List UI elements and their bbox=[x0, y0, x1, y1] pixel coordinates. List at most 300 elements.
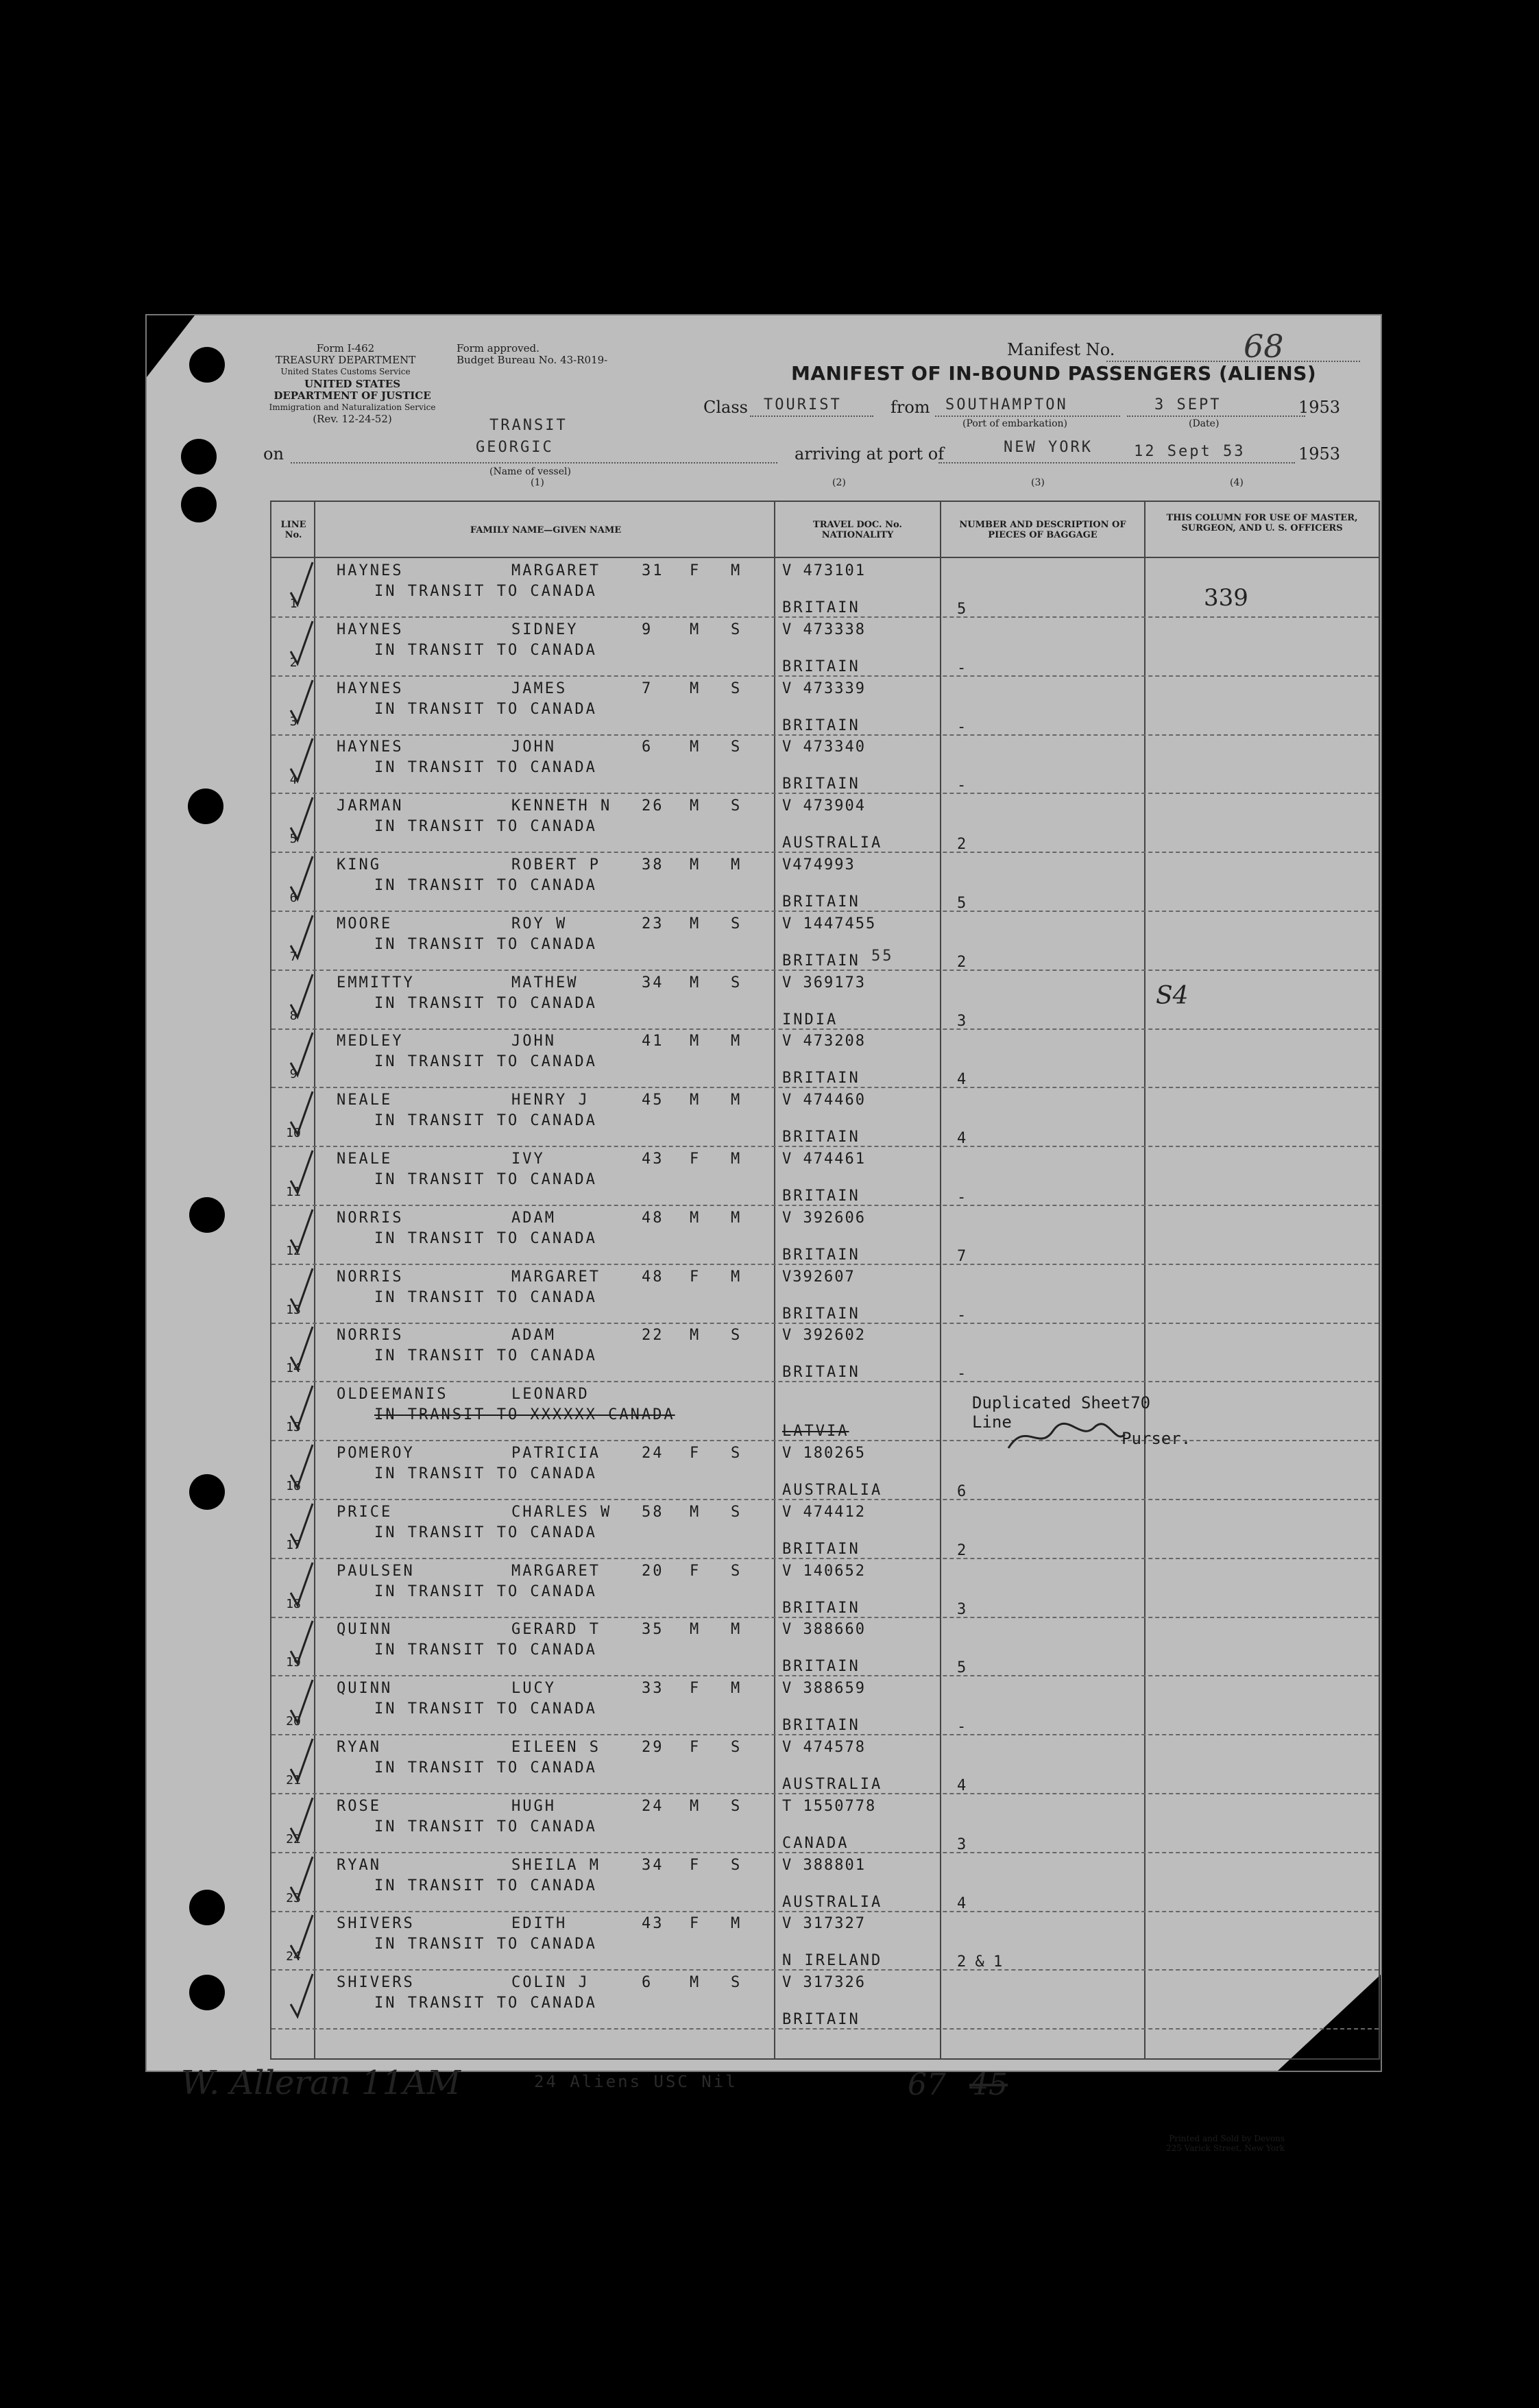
vessel-value: GEORGIC bbox=[476, 439, 554, 456]
passenger-age: 7 bbox=[642, 679, 653, 697]
check-mark-icon bbox=[285, 1911, 318, 1966]
line-number: 18 bbox=[286, 1596, 301, 1611]
passenger-age: 34 bbox=[642, 974, 664, 991]
check-mark-icon bbox=[285, 1323, 318, 1377]
arrive-line bbox=[938, 462, 1295, 463]
travel-doc-number: V 474461 bbox=[782, 1151, 866, 1168]
class-line bbox=[750, 416, 873, 417]
passenger-given: GERARD T bbox=[511, 1621, 601, 1639]
travel-doc-number: T 1550778 bbox=[782, 1797, 877, 1815]
justice-block: UNITED STATES DEPARTMENT OF JUSTICE Immigration and Naturalization Service (Rev. 12-24-52) bbox=[269, 378, 436, 425]
page-title: MANIFEST OF IN-BOUND PASSENGERS (ALIENS) bbox=[791, 362, 1317, 385]
table-row bbox=[271, 617, 1379, 677]
baggage-count: 2 bbox=[957, 953, 967, 971]
transit-note: IN TRANSIT TO CANADA bbox=[374, 1759, 597, 1777]
nationality: BRITAIN bbox=[782, 952, 860, 970]
passenger-ms: S bbox=[731, 1503, 742, 1521]
passenger-family: SHIVERS bbox=[337, 1915, 415, 1933]
line-number: 21 bbox=[286, 1773, 301, 1787]
nationality: BRITAIN bbox=[782, 775, 860, 793]
travel-doc-number: V 473338 bbox=[782, 621, 866, 638]
baggage-count: - bbox=[957, 1306, 967, 1324]
transit-note: IN TRANSIT TO CANADA bbox=[374, 1936, 597, 1953]
passenger-sex: F bbox=[690, 1445, 701, 1462]
table-row bbox=[271, 1028, 1379, 1088]
table-row bbox=[271, 1794, 1379, 1853]
passenger-ms: S bbox=[731, 974, 742, 991]
table-row bbox=[271, 1500, 1379, 1559]
passenger-given: ROY W bbox=[511, 915, 568, 932]
transit-note: IN TRANSIT TO CANADA bbox=[374, 1112, 597, 1130]
footer-signature: W. Alleran 11AM bbox=[181, 2064, 461, 2102]
passenger-ms: S bbox=[731, 915, 742, 932]
line-number: 8 bbox=[289, 1008, 298, 1023]
passenger-family: JARMAN bbox=[337, 797, 404, 815]
passenger-sex: M bbox=[690, 738, 701, 756]
passenger-ms: M bbox=[731, 1268, 742, 1286]
table-row bbox=[271, 1970, 1379, 2030]
travel-doc-number: V 392606 bbox=[782, 1209, 866, 1227]
col-line-no: LINE No. bbox=[280, 520, 306, 540]
form-approved-block: Form approved. Budget Bureau No. 43-R019- bbox=[457, 342, 608, 366]
transit-note: IN TRANSIT TO CANADA bbox=[374, 641, 597, 659]
passenger-given: SIDNEY bbox=[511, 621, 579, 638]
passenger-sex: M bbox=[690, 1974, 701, 1992]
check-mark-icon bbox=[285, 1441, 318, 1495]
arrive-date: 12 Sept 53 bbox=[1134, 443, 1246, 460]
baggage-count: 5 bbox=[957, 601, 967, 618]
line-number: 12 bbox=[286, 1243, 301, 1258]
col-4-number: (4) bbox=[1230, 477, 1244, 488]
passenger-family: MOORE bbox=[337, 915, 393, 932]
check-mark-icon bbox=[285, 1264, 318, 1319]
from-label: from bbox=[890, 398, 930, 417]
baggage-count: 4 bbox=[957, 1071, 967, 1089]
s4-mark: S4 bbox=[1156, 982, 1189, 1010]
baggage-count: - bbox=[957, 718, 967, 736]
passenger-age: 33 bbox=[642, 1680, 664, 1698]
line-number: 6 bbox=[289, 891, 298, 905]
line-number: 17 bbox=[286, 1537, 301, 1552]
transit-note: IN TRANSIT TO CANADA bbox=[374, 1171, 597, 1188]
printer-imprint: Printed and Sold by Devons 225 Varick Street, New York bbox=[1165, 2134, 1285, 2153]
table-row bbox=[271, 676, 1379, 736]
passenger-family: HAYNES bbox=[337, 621, 404, 638]
transit-note: IN TRANSIT TO CANADA bbox=[374, 759, 597, 777]
nationality: BRITAIN bbox=[782, 1129, 860, 1146]
punch-hole bbox=[188, 788, 223, 824]
passenger-family: SHIVERS bbox=[337, 1974, 415, 1992]
passenger-family: NEALE bbox=[337, 1151, 393, 1168]
passenger-sex: M bbox=[690, 679, 701, 697]
passenger-age: 31 bbox=[642, 562, 664, 579]
table-row bbox=[271, 1323, 1379, 1382]
passenger-age: 23 bbox=[642, 915, 664, 932]
line-number: 11 bbox=[286, 1185, 301, 1199]
table-row bbox=[271, 1911, 1379, 1971]
passenger-given: MARGARET bbox=[511, 562, 601, 579]
check-mark-icon bbox=[285, 1617, 318, 1672]
nationality: AUSTRALIA bbox=[782, 1776, 883, 1793]
purser-label: Purser. bbox=[1122, 1429, 1191, 1448]
passenger-given: HENRY J bbox=[511, 1092, 590, 1109]
transit-note: IN TRANSIT TO CANADA bbox=[374, 935, 597, 953]
baggage-count: 4 bbox=[957, 1777, 967, 1794]
table-row bbox=[271, 1441, 1379, 1500]
passenger-family: MEDLEY bbox=[337, 1033, 404, 1050]
baggage-count: - bbox=[957, 1189, 967, 1206]
table-row bbox=[271, 1617, 1379, 1676]
passenger-age: 38 bbox=[642, 856, 664, 874]
travel-doc-number: V 317326 bbox=[782, 1974, 866, 1992]
passenger-sex: M bbox=[690, 1327, 701, 1345]
table-row bbox=[271, 1676, 1379, 1735]
passenger-given: KENNETH N bbox=[511, 797, 612, 815]
table-row bbox=[271, 734, 1379, 794]
travel-doc-number: V 473904 bbox=[782, 797, 866, 815]
nationality: BRITAIN bbox=[782, 893, 860, 911]
passenger-sex: F bbox=[690, 1562, 701, 1580]
footer-count: 67 bbox=[908, 2067, 946, 2102]
table-row bbox=[271, 1558, 1379, 1618]
vessel-line bbox=[291, 462, 777, 463]
vessel-caption: (Name of vessel) bbox=[489, 466, 571, 477]
passenger-sex: M bbox=[690, 915, 701, 932]
manifest-sheet bbox=[145, 314, 1382, 2153]
manifest-table bbox=[270, 501, 1380, 2060]
punch-hole bbox=[189, 1890, 225, 1925]
passenger-given: PATRICIA bbox=[511, 1445, 601, 1462]
transit-note: IN TRANSIT TO CANADA bbox=[374, 583, 597, 600]
baggage-count: 6 bbox=[957, 1483, 967, 1500]
passenger-family: NORRIS bbox=[337, 1268, 404, 1286]
nationality: BRITAIN bbox=[782, 1540, 860, 1558]
passenger-ms: S bbox=[731, 1797, 742, 1815]
from-value: SOUTHAMPTON bbox=[945, 396, 1068, 413]
table-row bbox=[271, 1853, 1379, 1912]
line-number: 4 bbox=[289, 773, 298, 788]
transit-note: IN TRANSIT TO CANADA bbox=[374, 1347, 597, 1365]
passenger-sex: M bbox=[690, 1092, 701, 1109]
passenger-age: 35 bbox=[642, 1621, 664, 1639]
transit-note: IN TRANSIT TO XXXXXX CANADA bbox=[374, 1406, 675, 1424]
col-name: FAMILY NAME—GIVEN NAME bbox=[470, 525, 622, 535]
line-number: 2 bbox=[289, 655, 298, 670]
line-number: 9 bbox=[289, 1067, 298, 1082]
passenger-given: HUGH bbox=[511, 1797, 556, 1815]
table-row bbox=[271, 911, 1379, 971]
line-number: 3 bbox=[289, 714, 298, 729]
table-row bbox=[271, 1087, 1379, 1147]
baggage-count: 5 bbox=[957, 1659, 967, 1677]
passenger-given: JAMES bbox=[511, 679, 568, 697]
passenger-family: RYAN bbox=[337, 1739, 381, 1756]
baggage-count: - bbox=[957, 1365, 967, 1383]
transit-note: IN TRANSIT TO CANADA bbox=[374, 1524, 597, 1541]
passenger-age: 58 bbox=[642, 1503, 664, 1521]
passenger-family: KING bbox=[337, 856, 381, 874]
travel-doc-number: V 473340 bbox=[782, 738, 866, 756]
passenger-age: 43 bbox=[642, 1915, 664, 1933]
line-number: 7 bbox=[289, 949, 298, 964]
transit-note: IN TRANSIT TO CANADA bbox=[374, 1053, 597, 1071]
line-number: 16 bbox=[286, 1479, 301, 1493]
passenger-age: 26 bbox=[642, 797, 664, 815]
passenger-ms: M bbox=[731, 1915, 742, 1933]
passenger-family: PAULSEN bbox=[337, 1562, 415, 1580]
passenger-family: NEALE bbox=[337, 1092, 393, 1109]
nationality: CANADA bbox=[782, 1834, 849, 1852]
date-value: 3 SEPT bbox=[1154, 396, 1222, 413]
punch-hole bbox=[181, 487, 217, 522]
check-mark-icon bbox=[285, 1735, 318, 1790]
passenger-sex: M bbox=[690, 856, 701, 874]
passenger-given: EDITH bbox=[511, 1915, 568, 1933]
passenger-ms: S bbox=[731, 621, 742, 638]
check-mark-icon bbox=[285, 1087, 318, 1142]
transit-note: IN TRANSIT TO CANADA bbox=[374, 1229, 597, 1247]
passenger-family: PRICE bbox=[337, 1503, 393, 1521]
baggage-count: 2 bbox=[957, 1541, 967, 1559]
nationality: BRITAIN bbox=[782, 658, 860, 675]
passenger-family: QUINN bbox=[337, 1680, 393, 1698]
passenger-ms: M bbox=[731, 1621, 742, 1639]
table-row bbox=[271, 970, 1379, 1030]
passenger-age: 41 bbox=[642, 1033, 664, 1050]
line-number: 10 bbox=[286, 1126, 301, 1141]
nationality: BRITAIN bbox=[782, 1717, 860, 1735]
punch-hole bbox=[189, 1197, 225, 1233]
treasury-block: Form I-462 TREASURY DEPARTMENT United States Customs Service bbox=[275, 342, 416, 376]
nationality: AUSTRALIA bbox=[782, 1482, 883, 1499]
passenger-sex: F bbox=[690, 1856, 701, 1874]
check-mark-icon bbox=[285, 911, 318, 966]
passenger-family: QUINN bbox=[337, 1621, 393, 1639]
passenger-age: 29 bbox=[642, 1739, 664, 1756]
check-mark-icon bbox=[285, 1382, 318, 1436]
transit-note: IN TRANSIT TO CANADA bbox=[374, 1700, 597, 1718]
on-label: on bbox=[263, 444, 284, 463]
passenger-ms: S bbox=[731, 1327, 742, 1345]
class-value: TOURIST bbox=[764, 396, 842, 413]
check-mark-icon bbox=[285, 617, 318, 672]
officer-mark-339: 339 bbox=[1204, 584, 1248, 612]
check-mark-icon bbox=[285, 1853, 318, 1907]
nationality: INDIA bbox=[782, 1011, 838, 1028]
passenger-sex: M bbox=[690, 1503, 701, 1521]
check-mark-icon bbox=[285, 970, 318, 1025]
baggage-count: - bbox=[957, 1718, 967, 1736]
transit-note: IN TRANSIT TO CANADA bbox=[374, 700, 597, 718]
line-label: Line bbox=[972, 1412, 1012, 1432]
doc-extra-digits: 55 bbox=[871, 948, 894, 965]
torn-corner bbox=[147, 315, 195, 377]
passenger-given: MARGARET bbox=[511, 1562, 601, 1580]
col-baggage: NUMBER AND DESCRIPTION OF PIECES OF BAGGAGE bbox=[959, 520, 1126, 540]
passenger-ms: S bbox=[731, 1856, 742, 1874]
baggage-count: - bbox=[957, 659, 967, 677]
nationality: BRITAIN bbox=[782, 1364, 860, 1382]
passenger-family: NORRIS bbox=[337, 1327, 404, 1345]
transit-note: IN TRANSIT TO CANADA bbox=[374, 1877, 597, 1894]
transit-note: IN TRANSIT TO CANADA bbox=[374, 1995, 597, 2012]
passenger-given: CHARLES W bbox=[511, 1503, 612, 1521]
line-number: 22 bbox=[286, 1831, 301, 1846]
check-mark-icon bbox=[285, 1028, 318, 1083]
col-3-number: (3) bbox=[1031, 477, 1045, 488]
baggage-count: 3 bbox=[957, 1012, 967, 1030]
check-mark-icon bbox=[285, 676, 318, 731]
date-caption: (Date) bbox=[1189, 418, 1220, 429]
col-officers: THIS COLUMN FOR USE OF MASTER, SURGEON, AND U. S. OFFICERS bbox=[1166, 513, 1358, 533]
passenger-ms: M bbox=[731, 856, 742, 874]
travel-doc-number: V 140652 bbox=[782, 1562, 866, 1580]
check-mark-icon bbox=[285, 852, 318, 907]
check-mark-icon bbox=[285, 793, 318, 848]
passenger-family: OLDEEMANIS bbox=[337, 1386, 448, 1404]
check-mark-icon bbox=[285, 1500, 318, 1554]
purser-signature bbox=[1005, 1414, 1128, 1455]
arrive-port: NEW YORK bbox=[1004, 439, 1093, 456]
nationality: N IRELAND bbox=[782, 1952, 883, 1970]
col-travel-doc: TRAVEL DOC. No. NATIONALITY bbox=[813, 520, 902, 540]
passenger-age: 48 bbox=[642, 1209, 664, 1227]
line-number: 14 bbox=[286, 1361, 301, 1376]
passenger-age: 9 bbox=[642, 621, 653, 638]
passenger-ms: M bbox=[731, 1680, 742, 1698]
nationality: BRITAIN bbox=[782, 1246, 860, 1264]
travel-doc-number: V 473208 bbox=[782, 1033, 866, 1050]
year-value: 1953 bbox=[1298, 398, 1341, 417]
passenger-family: EMMITTY bbox=[337, 974, 415, 991]
travel-doc-number: V 180265 bbox=[782, 1445, 866, 1462]
nationality: BRITAIN bbox=[782, 1658, 860, 1676]
passenger-ms: S bbox=[731, 797, 742, 815]
baggage-count: 7 bbox=[957, 1247, 967, 1265]
transit-note: IN TRANSIT TO CANADA bbox=[374, 818, 597, 836]
nationality: AUSTRALIA bbox=[782, 834, 883, 852]
line-number: 24 bbox=[286, 1949, 301, 1964]
passenger-age: 34 bbox=[642, 1856, 664, 1874]
passenger-sex: F bbox=[690, 1268, 701, 1286]
passenger-sex: M bbox=[690, 1797, 701, 1815]
vessel-col-number: (1) bbox=[531, 477, 544, 488]
passenger-family: ROSE bbox=[337, 1797, 381, 1815]
passenger-given: ADAM bbox=[511, 1327, 556, 1345]
passenger-ms: S bbox=[731, 1562, 742, 1580]
table-row bbox=[271, 1146, 1379, 1206]
check-mark-icon bbox=[285, 1676, 318, 1731]
line-number: 1 bbox=[289, 597, 298, 611]
check-mark-icon bbox=[285, 1205, 318, 1260]
table-row bbox=[271, 1264, 1379, 1324]
check-mark-icon bbox=[285, 1146, 318, 1201]
footer-aliens: 24 Aliens USC Nil bbox=[534, 2072, 738, 2091]
passenger-ms: S bbox=[731, 1974, 742, 1992]
travel-doc-number: V 369173 bbox=[782, 974, 866, 991]
baggage-count: 4 bbox=[957, 1894, 967, 1912]
nationality: AUSTRALIA bbox=[782, 1893, 883, 1911]
travel-doc-number: V 1447455 bbox=[782, 915, 877, 932]
transit-note: IN TRANSIT TO CANADA bbox=[374, 1818, 597, 1835]
baggage-count: 2 & 1 bbox=[957, 1953, 1003, 1971]
passenger-given: IVY bbox=[511, 1151, 545, 1168]
passenger-ms: M bbox=[731, 562, 742, 579]
baggage-count: 5 bbox=[957, 895, 967, 912]
duplicated-note: Duplicated Sheet70 bbox=[972, 1393, 1151, 1412]
transit-note: IN TRANSIT TO CANADA bbox=[374, 1641, 597, 1659]
passenger-given: EILEEN S bbox=[511, 1739, 601, 1756]
passenger-sex: F bbox=[690, 1151, 701, 1168]
passenger-sex: F bbox=[690, 1915, 701, 1933]
line-number: 19 bbox=[286, 1655, 301, 1670]
baggage-count: 4 bbox=[957, 1130, 967, 1148]
passenger-sex: M bbox=[690, 1033, 701, 1050]
passenger-given: ROBERT P bbox=[511, 856, 601, 874]
nationality: BRITAIN bbox=[782, 1305, 860, 1323]
line-number: 20 bbox=[286, 1714, 301, 1729]
baggage-count: 3 bbox=[957, 1600, 967, 1618]
passenger-given: JOHN bbox=[511, 1033, 556, 1050]
passenger-sex: M bbox=[690, 1621, 701, 1639]
passenger-age: 43 bbox=[642, 1151, 664, 1168]
passenger-given: MATHEW bbox=[511, 974, 579, 991]
passenger-sex: F bbox=[690, 562, 701, 579]
footer-count-struck: 45 bbox=[969, 2067, 1008, 2102]
passenger-sex: M bbox=[690, 797, 701, 815]
passenger-ms: S bbox=[731, 1739, 742, 1756]
passenger-ms: S bbox=[731, 1445, 742, 1462]
passenger-age: 20 bbox=[642, 1562, 664, 1580]
nationality: LATVIA bbox=[782, 1423, 849, 1441]
passenger-age: 6 bbox=[642, 738, 653, 756]
transit-note: IN TRANSIT TO CANADA bbox=[374, 1582, 597, 1600]
passenger-given: COLIN J bbox=[511, 1974, 590, 1992]
travel-doc-number: V 474460 bbox=[782, 1092, 866, 1109]
transit-note: IN TRANSIT TO CANADA bbox=[374, 1288, 597, 1306]
passenger-sex: M bbox=[690, 974, 701, 991]
passenger-ms: S bbox=[731, 679, 742, 697]
nationality: BRITAIN bbox=[782, 2011, 860, 2029]
travel-doc-number: V 474412 bbox=[782, 1503, 866, 1521]
line-number: 13 bbox=[286, 1302, 301, 1317]
transit-note: IN TRANSIT TO CANADA bbox=[374, 1465, 597, 1482]
passenger-given: LEONARD bbox=[511, 1386, 590, 1404]
travel-doc-number: V 317327 bbox=[782, 1915, 866, 1933]
passenger-given: SHEILA M bbox=[511, 1856, 601, 1874]
baggage-count: 3 bbox=[957, 1835, 967, 1853]
passenger-given: JOHN bbox=[511, 738, 556, 756]
col-2-number: (2) bbox=[832, 477, 846, 488]
from-line bbox=[935, 416, 1120, 417]
travel-doc-number: V474993 bbox=[782, 856, 856, 874]
arrive-year: 1953 bbox=[1298, 444, 1341, 463]
punch-hole bbox=[181, 439, 217, 474]
travel-doc-number: V 388660 bbox=[782, 1621, 866, 1639]
travel-doc-number: V 474578 bbox=[782, 1739, 866, 1756]
baggage-count: 2 bbox=[957, 836, 967, 854]
table-row bbox=[271, 793, 1379, 853]
check-mark-icon bbox=[285, 1794, 318, 1849]
travel-doc-number: V 473101 bbox=[782, 562, 866, 579]
transit-note: IN TRANSIT TO CANADA bbox=[374, 877, 597, 894]
travel-doc-number: V 473339 bbox=[782, 679, 866, 697]
passenger-ms: S bbox=[731, 738, 742, 756]
baggage-count: - bbox=[957, 777, 967, 795]
passenger-ms: M bbox=[731, 1151, 742, 1168]
passenger-age: 45 bbox=[642, 1092, 664, 1109]
manifest-number: 68 bbox=[1244, 328, 1284, 365]
